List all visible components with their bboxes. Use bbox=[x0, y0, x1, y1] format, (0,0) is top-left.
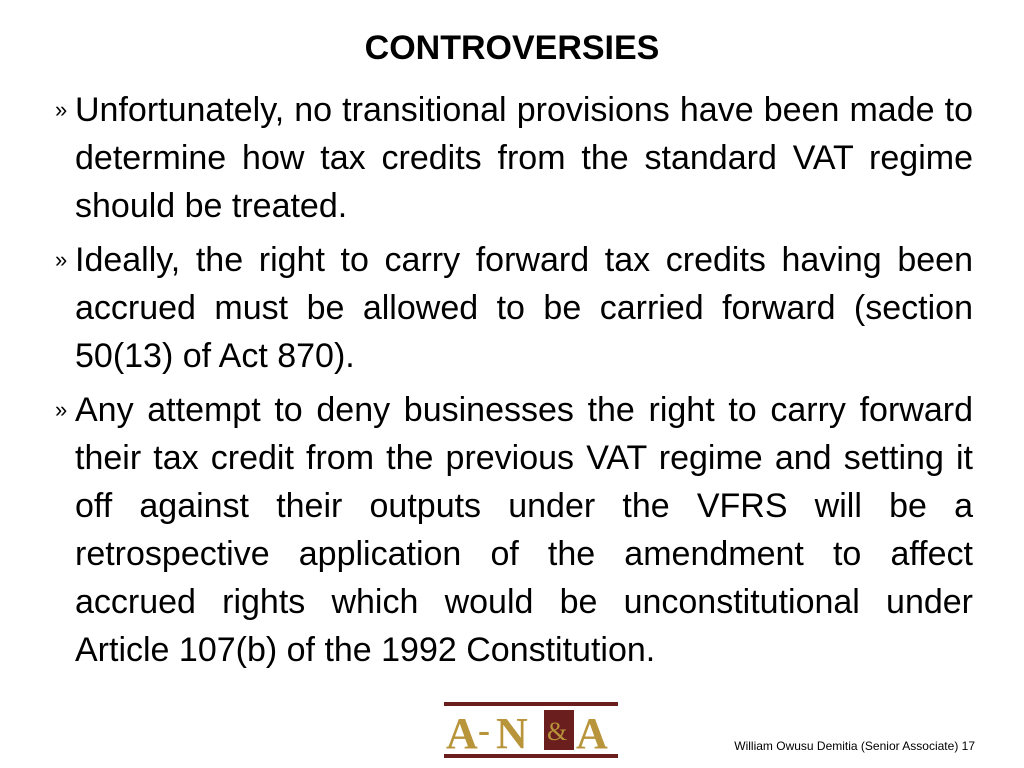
footer-author-page: William Owusu Demitia (Senior Associate) 17 bbox=[734, 739, 975, 753]
bullet-text: Ideally, the right to carry forward tax credits having been accrued must be allowed to be carried forward (section 50(13) of Act 870). bbox=[75, 241, 973, 375]
bullet-item bbox=[55, 386, 973, 674]
bullet-marker-icon: » bbox=[55, 97, 68, 122]
bullet-marker-icon: » bbox=[55, 247, 68, 272]
bullet-text: Any attempt to deny businesses the right to carry forward their tax credit from the previous VAT regime and setting it off against their outputs under the VFRS will be a retrospective application of the amendment to affect accrued rights which would be unconstitutional under Article 107(b) of the 1992 Constitution. bbox=[75, 391, 973, 669]
logo-top-band bbox=[444, 702, 618, 706]
slide-title: CONTROVERSIES bbox=[364, 29, 660, 67]
logo-letter-a: A bbox=[446, 709, 478, 758]
bullet-marker-icon: » bbox=[55, 397, 68, 422]
logo-dash: - bbox=[478, 710, 490, 750]
logo-letter-n: N bbox=[496, 709, 528, 758]
bullet-item bbox=[55, 86, 973, 230]
firm-logo bbox=[444, 702, 618, 758]
logo-letter-a2: A bbox=[576, 709, 608, 758]
bullet-text: Unfortunately, no transitional provisions have been made to determine how tax credits from the standard VAT regime should be treated. bbox=[75, 91, 973, 225]
logo-ampersand: & bbox=[547, 717, 568, 746]
bullet-item bbox=[55, 236, 973, 380]
bullet-list bbox=[55, 86, 973, 680]
